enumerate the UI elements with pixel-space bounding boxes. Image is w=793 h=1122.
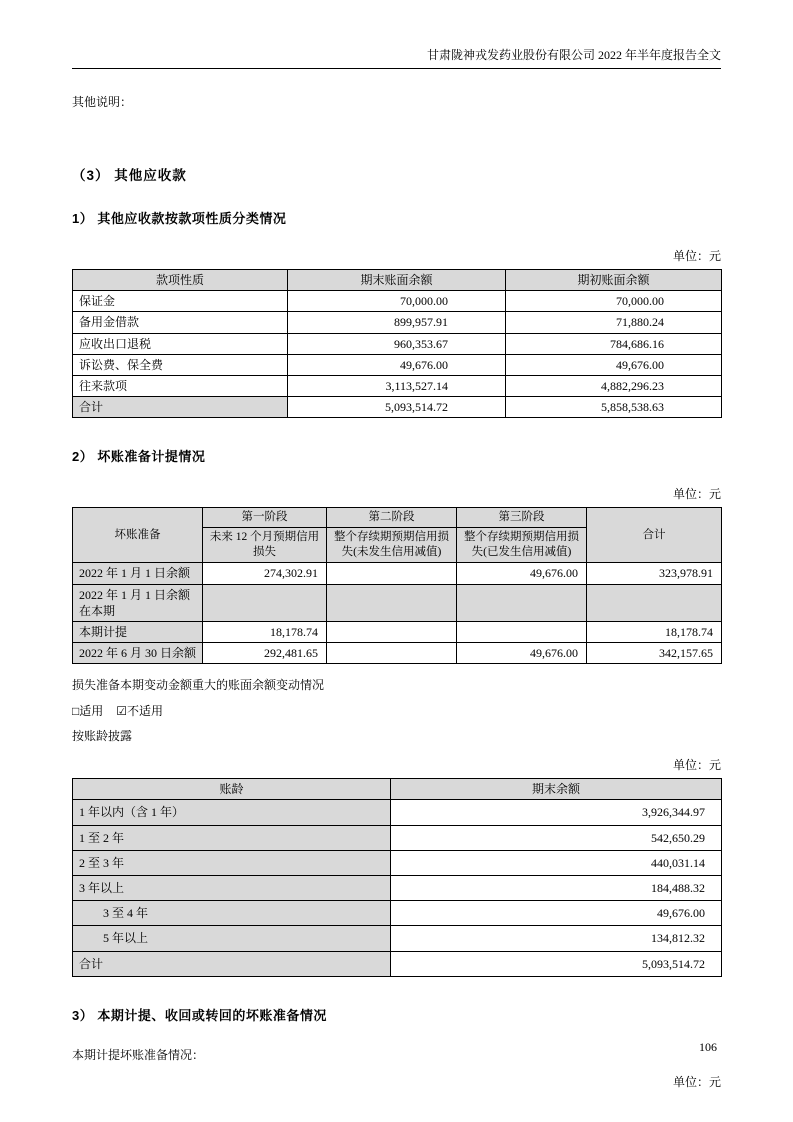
cell-value: 49,676.00 xyxy=(288,354,506,375)
column-header: 款项性质 xyxy=(73,270,288,291)
table-row xyxy=(73,876,722,901)
section-heading-other-receivables: （3） 其他应收款 xyxy=(72,168,187,183)
column-header: 期初账面余额 xyxy=(506,270,722,291)
total-label: 合计 xyxy=(73,397,288,418)
row-label: 往来款项 xyxy=(73,375,288,396)
cell-value: 3,926,344.97 xyxy=(391,800,722,825)
column-header: 账龄 xyxy=(73,779,391,800)
cell-value: 49,676.00 xyxy=(506,354,722,375)
row-label: 1 至 2 年 xyxy=(73,825,391,850)
column-header: 合计 xyxy=(587,508,722,563)
total-value: 5,858,538.63 xyxy=(506,397,722,418)
table-row xyxy=(73,312,722,333)
cell-value: 49,676.00 xyxy=(457,563,587,584)
subsection-heading-provision: 3） 本期计提、收回或转回的坏账准备情况 xyxy=(72,1007,327,1023)
cell-value xyxy=(457,621,587,642)
row-label: 2022 年 1 月 1 日余额 xyxy=(73,563,203,584)
cell-value xyxy=(327,621,457,642)
cell-value: 18,178.74 xyxy=(203,621,327,642)
cell-value: 18,178.74 xyxy=(587,621,722,642)
other-note: 其他说明： xyxy=(72,95,133,109)
table-header-row xyxy=(73,779,722,800)
document-header xyxy=(72,48,721,69)
bad-debt-provision-table xyxy=(72,507,722,664)
table-row xyxy=(73,621,722,642)
table-row xyxy=(73,375,722,396)
aging-note: 按账龄披露 xyxy=(72,729,133,744)
table-row xyxy=(73,354,722,375)
table-header-row xyxy=(73,270,722,291)
cell-value xyxy=(327,643,457,664)
cell-value: 292,481.65 xyxy=(203,643,327,664)
cell-value: 184,488.32 xyxy=(391,876,722,901)
unit-label: 单位：元 xyxy=(672,1074,721,1089)
report-title: 甘肃陇神戎发药业股份有限公司 2022 年半年度报告全文 xyxy=(426,48,721,62)
table-row xyxy=(73,926,722,951)
cell-value: 70,000.00 xyxy=(288,291,506,312)
cell-value xyxy=(203,584,327,621)
table-row xyxy=(73,643,722,664)
nature-classification-table xyxy=(72,269,722,418)
cell-value xyxy=(327,584,457,621)
column-subheader: 整个存续期预期信用损失(已发生信用减值) xyxy=(457,528,587,563)
cell-value: 440,031.14 xyxy=(391,850,722,875)
cell-value: 274,302.91 xyxy=(203,563,327,584)
row-label: 应收出口退税 xyxy=(73,333,288,354)
row-label: 2022 年 1 月 1 日余额在本期 xyxy=(73,584,203,621)
column-header: 坏账准备 xyxy=(73,508,203,563)
column-header: 期末余额 xyxy=(391,779,722,800)
unit-label: 单位：元 xyxy=(672,758,721,773)
cell-value: 3,113,527.14 xyxy=(288,375,506,396)
cell-value: 49,676.00 xyxy=(391,901,722,926)
table-row xyxy=(73,563,722,584)
row-label: 3 至 4 年 xyxy=(73,901,391,926)
table-row xyxy=(73,901,722,926)
cell-value: 960,353.67 xyxy=(288,333,506,354)
cell-value: 4,882,296.23 xyxy=(506,375,722,396)
unit-label: 单位：元 xyxy=(672,249,721,263)
subsection-heading-nature: 1） 其他应收款按款项性质分类情况 xyxy=(72,211,287,226)
table-header-row xyxy=(73,508,722,528)
cell-value: 70,000.00 xyxy=(506,291,722,312)
column-header: 第三阶段 xyxy=(457,508,587,528)
checkbox-not-applicable: ☑不适用 xyxy=(116,704,164,719)
aging-analysis-table xyxy=(72,778,722,977)
table-row xyxy=(73,291,722,312)
table-row xyxy=(73,584,722,621)
cell-value xyxy=(457,584,587,621)
page-number: 106 xyxy=(699,1040,717,1054)
unit-label: 单位：元 xyxy=(672,487,721,502)
cell-value: 134,812.32 xyxy=(391,926,722,951)
loss-change-note: 损失准备本期变动金额重大的账面余额变动情况 xyxy=(72,678,325,693)
checkbox-applicable: □适用 xyxy=(72,704,104,719)
total-label: 合计 xyxy=(73,951,391,976)
row-label: 本期计提 xyxy=(73,621,203,642)
cell-value: 323,978.91 xyxy=(587,563,722,584)
column-subheader: 整个存续期预期信用损失(未发生信用减值) xyxy=(327,528,457,563)
cell-value: 899,957.91 xyxy=(288,312,506,333)
cell-value: 71,880.24 xyxy=(506,312,722,333)
table-row xyxy=(73,800,722,825)
provision-note: 本期计提坏账准备情况： xyxy=(72,1047,205,1062)
row-label: 诉讼费、保全费 xyxy=(73,354,288,375)
row-label: 2 至 3 年 xyxy=(73,850,391,875)
table-total-row xyxy=(73,951,722,976)
row-label: 备用金借款 xyxy=(73,312,288,333)
applicability-line xyxy=(72,702,721,719)
table-total-row xyxy=(73,397,722,418)
cell-value: 49,676.00 xyxy=(457,643,587,664)
table-row xyxy=(73,333,722,354)
total-value: 5,093,514.72 xyxy=(288,397,506,418)
row-label: 5 年以上 xyxy=(73,926,391,951)
total-value: 5,093,514.72 xyxy=(391,951,722,976)
cell-value xyxy=(327,563,457,584)
row-label: 1 年以内（含 1 年） xyxy=(73,800,391,825)
column-header: 第二阶段 xyxy=(327,508,457,528)
subsection-heading-bad-debt: 2） 坏账准备计提情况 xyxy=(72,449,206,465)
cell-value: 542,650.29 xyxy=(391,825,722,850)
table-row xyxy=(73,825,722,850)
column-header: 第一阶段 xyxy=(203,508,327,528)
table-row xyxy=(73,850,722,875)
cell-value xyxy=(587,584,722,621)
cell-value: 342,157.65 xyxy=(587,643,722,664)
column-header: 期末账面余额 xyxy=(288,270,506,291)
row-label: 3 年以上 xyxy=(73,876,391,901)
row-label: 2022 年 6 月 30 日余额 xyxy=(73,643,203,664)
cell-value: 784,686.16 xyxy=(506,333,722,354)
column-subheader: 未来 12 个月预期信用损失 xyxy=(203,528,327,563)
row-label: 保证金 xyxy=(73,291,288,312)
